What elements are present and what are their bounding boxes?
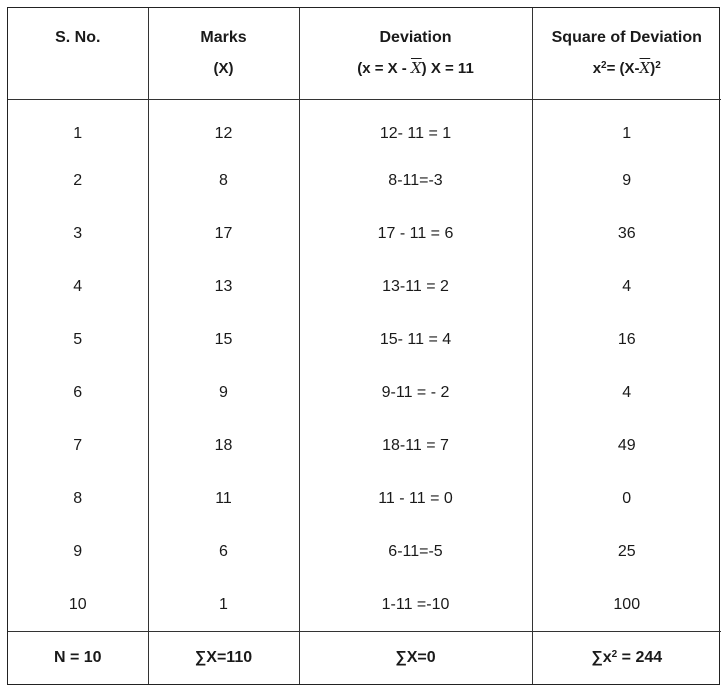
cell-square: 25 xyxy=(532,525,721,578)
cell-marks: 8 xyxy=(148,154,299,207)
table-row xyxy=(8,207,721,260)
cell-sno: 7 xyxy=(73,436,83,454)
cell-square: 100 xyxy=(532,578,721,632)
cell-sno: 5 xyxy=(73,330,83,348)
table-header xyxy=(8,8,721,100)
cell-marks: 6 xyxy=(148,525,299,578)
cell-marks: 11 xyxy=(148,472,299,525)
table-row xyxy=(8,472,721,525)
sum-square-suffix: = 244 xyxy=(617,649,663,666)
header-marks-label: Marks xyxy=(200,29,247,46)
cell-marks: 15 xyxy=(148,313,299,366)
header-square-formula xyxy=(533,61,722,76)
cell-square: 16 xyxy=(532,313,721,366)
header-sno xyxy=(8,8,148,100)
cell-sno: 2 xyxy=(73,171,83,189)
header-sno-label: S. No. xyxy=(55,29,101,46)
header-deviation-label: Deviation xyxy=(379,29,452,46)
cell-deviation: 6-11=-5 xyxy=(299,525,532,578)
cell-sno: 1 xyxy=(73,125,83,143)
table-body xyxy=(8,100,721,632)
cell-sno: 3 xyxy=(73,224,83,242)
cell-square: 1 xyxy=(532,100,721,155)
header-marks xyxy=(148,8,299,100)
table-row xyxy=(8,313,721,366)
cell-sno: 9 xyxy=(73,542,83,560)
header-deviation xyxy=(299,8,532,100)
cell-sno: 10 xyxy=(68,595,87,613)
table-row xyxy=(8,525,721,578)
cell-marks: 1 xyxy=(148,578,299,632)
square-formula-mid: = (X- xyxy=(606,60,640,77)
cell-deviation: 18-11 = 7 xyxy=(299,419,532,472)
xbar-symbol: $\overline{X}$ xyxy=(639,59,651,77)
cell-deviation: 12- 11 = 1 xyxy=(299,100,532,155)
header-deviation-formula xyxy=(300,61,532,76)
table-row xyxy=(8,260,721,313)
table-footer xyxy=(8,632,721,685)
square-formula-close: ) xyxy=(650,60,656,77)
cell-sno: 6 xyxy=(73,383,83,401)
table-row xyxy=(8,366,721,419)
xbar-symbol: $\overline{X}$ xyxy=(410,59,422,77)
deviation-formula-prefix: (x = X - xyxy=(357,60,411,77)
cell-marks: 17 xyxy=(148,207,299,260)
cell-deviation: 13-11 = 2 xyxy=(299,260,532,313)
cell-square: 4 xyxy=(532,366,721,419)
header-square-label: Square of Deviation xyxy=(551,29,702,46)
total-n: N = 10 xyxy=(8,632,148,685)
table-row xyxy=(8,100,721,155)
sum-square-prefix: ∑x xyxy=(591,649,612,666)
cell-deviation: 15- 11 = 4 xyxy=(299,313,532,366)
deviation-table-container xyxy=(7,7,720,685)
total-sum-x: ∑X=110 xyxy=(148,632,299,685)
table-row xyxy=(8,154,721,207)
cell-square: 4 xyxy=(532,260,721,313)
cell-square: 0 xyxy=(532,472,721,525)
cell-deviation: 17 - 11 = 6 xyxy=(299,207,532,260)
cell-sno: 4 xyxy=(73,277,83,295)
cell-deviation: 1-11 =-10 xyxy=(299,578,532,632)
totals-row xyxy=(8,632,721,685)
cell-square: 49 xyxy=(532,419,721,472)
total-sum-square xyxy=(532,632,721,685)
total-sum-deviation: ∑X=0 xyxy=(299,632,532,685)
header-square xyxy=(532,8,721,100)
header-marks-sub: (X) xyxy=(213,60,234,77)
cell-deviation: 11 - 11 = 0 xyxy=(299,472,532,525)
cell-marks: 9 xyxy=(148,366,299,419)
square-formula-prefix: x xyxy=(592,60,602,77)
cell-deviation: 9-11 = - 2 xyxy=(299,366,532,419)
square-formula-sup2: 2 xyxy=(655,60,661,71)
cell-marks: 18 xyxy=(148,419,299,472)
table-row xyxy=(8,419,721,472)
cell-marks: 12 xyxy=(148,100,299,155)
sum-square-sup: 2 xyxy=(611,649,618,660)
cell-square: 36 xyxy=(532,207,721,260)
deviation-table xyxy=(8,8,721,684)
table-row xyxy=(8,578,721,632)
square-formula-sup: 2 xyxy=(601,60,607,71)
deviation-formula-suffix: ) X = 11 xyxy=(421,60,474,77)
cell-deviation: 8-11=-3 xyxy=(299,154,532,207)
cell-sno: 8 xyxy=(73,489,83,507)
cell-square: 9 xyxy=(532,154,721,207)
cell-marks: 13 xyxy=(148,260,299,313)
